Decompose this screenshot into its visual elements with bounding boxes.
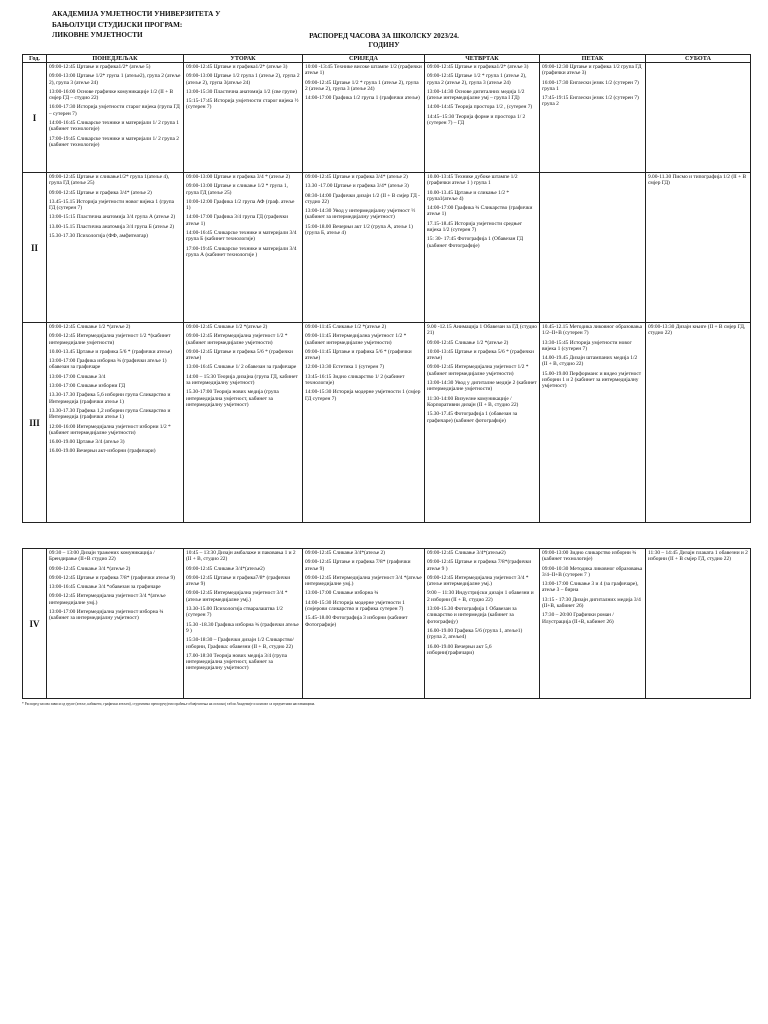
class-entry: 11:30-14:00 Визуелне комуникације / Корпоративни дизајн (II + В, студио 22) xyxy=(427,395,519,408)
class-entry: 14:00 – 15:30 Теорија дизајна (група ГД, кабинет за интермедијалну умјетност) xyxy=(186,373,298,387)
schedule-cell-monday xyxy=(47,323,184,523)
class-entry: 17:00-19:45 Сликарске технике и материјали 3/4 група А (кабинет технологије ) xyxy=(186,245,297,258)
schedule-table-upper xyxy=(22,54,751,523)
class-entry: 09:00-11:45 Сликање 1/2 *(атеље 2) xyxy=(305,324,387,330)
class-entry: 10:00-13:45 Цртање и графика 5/6 * (графички атеље) xyxy=(427,348,534,362)
class-entry: 09:00-11:45 Интермедијална умјетност 1/2 * (кабинет интермедијалне умјетности) xyxy=(305,333,407,346)
class-entry: 13:00-16:45 Сликање 3/4 *обавезан за графичаре xyxy=(49,584,161,591)
class-entry: 16.00-19.00 Вечерњи акт 5,6 изборни(графичари) xyxy=(427,643,492,656)
class-entry: 09:00-12:45 Сликање 3/4 *(атеље 2) xyxy=(49,565,131,572)
class-entry: 9.00 -12.15 Анимација 1 Обавезан за ГД (студио 21) xyxy=(427,324,537,337)
class-entry: 15.30 -18.30 Графика изборна ¾ (графички атеље 9 ) xyxy=(186,621,299,634)
class-entry: 10.45-12.15 Методика ликовног образовања 1/2–II+В (сутерен 7) xyxy=(542,324,643,337)
col-year-header: Год. xyxy=(23,55,47,63)
footnote: * Распоред часова зависи од групе (атеље, кабинети, графички атељеи), студентима препоручујемо праћење обавјештења на огласној табли Академије и контакт са предметним наставницима. xyxy=(22,702,316,706)
col-saturday-header: СУБОТА xyxy=(646,55,751,63)
class-entry: 10:00-12:00 Графика 1/2 група АФ (граф. атеље 1) xyxy=(186,198,295,212)
schedule-cell-tuesday xyxy=(184,323,303,523)
table-header-row xyxy=(23,55,751,63)
class-entry: 09:00-12:45 Интермедијална умјетност 3/4 *(атеље интермедијалне умј.) xyxy=(49,593,166,606)
class-entry: 09:00-13:00 Зидно сликарство изборни ¾ (кабинет технологије) xyxy=(542,550,637,563)
class-entry: 13.45-15.15 Историја умјетности новог вијека 1 (група ГД (сутерен 7) xyxy=(49,198,175,212)
class-entry: 09:00-12:45 Интермедијална умјетност 3/4 *(атеље интермедијалне умј.) xyxy=(305,574,422,588)
class-entry: 13.30-15.00 Психологија стваралаштва 1/2 (сутерен 7) xyxy=(186,606,283,619)
year-label: II xyxy=(23,173,47,323)
class-entry: 13.30-17.30 Графика 5,6 изборни група Сликарство и Интермедија (графички атеље 1) xyxy=(49,392,171,405)
class-entry: 9.00-11.30 Писмо и типографија 1/2 (II + В смјер ГД) xyxy=(648,174,747,187)
header-line-1: АКАДЕМИЈА УМЈЕТНОСТИ УНИВЕРЗИТЕТА У xyxy=(52,10,221,18)
year-label: III xyxy=(23,323,47,523)
class-entry: 13:00-17:00 Графика изборна ¾ (графички атеље 1) обавезан за графичаре xyxy=(49,358,167,371)
schedule-cell-friday xyxy=(540,173,646,323)
class-entry: 09:00-12:45 Интермедијална умјетност 3/4 * (атеље интермедијалне умј.) xyxy=(427,574,529,588)
schedule-cell-wednesday xyxy=(303,549,425,699)
class-entry: 15:00-18.00 Вечерњи акт 1/2 (група А, атеље 1) (група Б, атеље 4) xyxy=(305,223,413,237)
class-entry: 09:00-11:45 Цртање и графика 5/6 * (графички атеље) xyxy=(305,348,412,362)
year-label: I xyxy=(23,63,47,173)
class-entry: 14:00-14:45 Теорија простора 1/2 , (сутерен 7) xyxy=(427,104,533,111)
schedule-cell-thursday xyxy=(425,63,540,173)
class-entry: 09:00-12:45 Цртање и графика7/8* (графички атеље 9) xyxy=(186,574,291,588)
schedule-cell-monday xyxy=(47,63,184,173)
class-entry: 15: 30- 17:45 Фотографија 1 (Обавезан ГД (кабинет Фотографије) xyxy=(427,236,524,249)
col-tuesday-header: УТОРАК xyxy=(184,55,303,63)
class-entry: 12:00-16:00 Интермедијална умјетност изборни 1/2 * (кабинет интермедијалне умјетности) xyxy=(49,423,171,436)
schedule-cell-friday xyxy=(540,323,646,523)
schedule-cell-friday xyxy=(540,63,646,173)
class-entry: 08:30-14:00 Графички дизајн 1/2 (II + В смјер ГД - студио 22) xyxy=(305,192,420,205)
schedule-cell-saturday xyxy=(646,173,751,323)
class-entry: 13:00-15:15 Пластична анатомија 3/4 група А (атеље 2) xyxy=(49,214,176,221)
class-entry: 15:30-18:30 – Графички дизајн 1/2 Сликарство/изборни, Графика: обавезни (II + В, студио 22) xyxy=(186,637,294,650)
class-entry: 09:00-12:45 Цртање и графика1/2* (атеље 3) xyxy=(427,64,529,70)
class-entry: 14:00-15:30 Историја модерне умјетности 1 (смјер ГД сутерен 7) xyxy=(305,389,421,402)
schedule-cell-saturday xyxy=(646,549,751,699)
class-entry: 17:30 – 20:00 Графички роман / Илустрација (II+В, кабинет 26) xyxy=(542,612,614,625)
class-entry: 09:00-10:30 Методика ликовног образовања 3/4–II+В (сутерен 7 ) xyxy=(542,565,643,578)
class-entry: 14.00-19.45 Дизајн штампаних медија 1/2 (II + В, студио 22) xyxy=(542,355,638,368)
class-entry: 09:00-13:00 Цртање 1/2 група 1 (атеље 2), група 2 (атеље 2), група 3(атеље 24) xyxy=(186,73,300,86)
class-entry: 14:00-17:00 Графика 1/2 група 1 (графички атеље) xyxy=(305,95,420,102)
class-entry: 09:00-12:45 Сликање 3/4*(атеље2) xyxy=(427,550,506,556)
schedule-title xyxy=(0,32,768,50)
class-entry: 13:30-15:45 Историја умјетности новог вијека 1 (сутерен 7) xyxy=(542,339,632,352)
class-entry: 09:00-13:00 Цртање 1/2* група 1 (атеље2), група 2 (атеље 2), група 3 (атеље 24) xyxy=(49,73,181,86)
class-entry: 13:00-17:00 Сликање 3 и 4 (за графичаре), атеље 3 – бирна xyxy=(542,581,639,594)
schedule-cell-saturday xyxy=(646,323,751,523)
class-entry: 14:00-17:00 Графика 3/4 група ГД (графички атеље 1) xyxy=(186,214,288,227)
class-entry: 09:00-12:45 Цртање и графика 5/6 * (графички атеље) xyxy=(186,348,293,362)
class-entry: 09:00-12:45 Сликање 3/4*(атеље2) xyxy=(186,565,265,572)
schedule-cell-tuesday xyxy=(184,173,303,323)
schedule-cell-wednesday xyxy=(303,63,425,173)
class-entry: 09:00-12:45 Цртање и графика1/2* (атеље 3) xyxy=(186,64,288,70)
schedule-cell-friday xyxy=(540,549,646,699)
class-entry: 13:00-15.30 Фотографија 1 Обавезан за сликарство и интермедија (кабинет за фотографију) xyxy=(427,606,517,625)
class-entry: 15.30-17.45 Фотографија 1 (обавезан за графичаре) (кабинет фотографије) xyxy=(427,411,518,424)
class-entry: 16.00-19.00 Графика 5/6 (група 1, атеље1) (група 2, атеље4) xyxy=(427,627,523,641)
class-entry: 12:00-13:30 Естетика 1 (сутерен 7) xyxy=(305,364,385,371)
schedule-cell-tuesday xyxy=(184,549,303,699)
class-entry: 09:00-12:45 Цртање и сликање1/2* група 1(атеље 4), група ГД (атеље 25) xyxy=(49,174,170,187)
class-entry: 14:45–15:30 Теорија форме и простора 1/ 2 (сутерен 7) – ГД xyxy=(427,113,526,127)
class-entry: 13.30 -17.00 Цртање и графика 3/4* (атеље 3) xyxy=(305,183,409,190)
class-entry: 09:00-13:00 Цртање и графика 3/4 * (атеље 2) xyxy=(186,174,291,180)
class-entry: 14:00-15:30 Историја модерне умјетности 1 (смјерови сликарство и графика сутерен 7) xyxy=(305,599,405,613)
class-entry: 14:00-17:00 Графика ¾ Сликарство (графички атеље 1) xyxy=(427,205,533,218)
class-entry: 13:15 - 17:30 Дизајн дигиталних медија 3/4 (II+В, кабинет 26) xyxy=(542,596,641,610)
class-entry: 13:00-17:00 Сликање изборни ГД xyxy=(49,383,126,390)
class-entry: 13:00-17:00 Сликање изборна ¾ xyxy=(305,590,379,597)
class-entry: 10.00-13:45 Технике дубоке штампе 1/2 (графички атеље 1 ) група 1 xyxy=(427,174,518,187)
year-row xyxy=(23,323,751,523)
class-entry: 13:00-14:30 Увод у дигиталне медије 2 (кабинет интермедијалне умјетности) xyxy=(427,380,537,393)
class-entry: 14:00-16:45 Сликарске технике и материјали 3/4 група Б (кабинет технологије) xyxy=(186,230,297,243)
class-entry: 09:00-12:45 Сликање 1/2 *(атеље 2) xyxy=(49,324,131,330)
class-entry: 13:00-14:30 Основе дигиталних медија 1/2 (атеље интермедијалне умј – група I ГД) xyxy=(427,88,525,102)
class-entry: 17.15-18.45 Историја умјетности средњег вијека 1/2 (сутерен 7) xyxy=(427,220,523,234)
title-line-1: РАСПОРЕД ЧАСОВА ЗА ШКОЛСКУ 2023/24. xyxy=(309,32,459,40)
col-wednesday-header: СРИЈЕДА xyxy=(303,55,425,63)
class-entry: 09:00-12:45 Интермедијална умјетност 3/4 *(атеље интермедијалне умј.) xyxy=(186,590,288,603)
class-entry: 13:00-16:00 Основе графичке комуникације 1/2 (II + В смјер ГД – студио 22) xyxy=(49,88,174,102)
schedule-cell-wednesday xyxy=(303,323,425,523)
schedule-cell-saturday xyxy=(646,63,751,173)
year-row xyxy=(23,173,751,323)
class-entry: 09:00-13:00 Цртање и сликање 1/2 * група 1, група ГД (атеље 25) xyxy=(186,183,288,196)
class-entry: 09:00-12:30 Цртање и графика 1/2 група ГД (графички атеље 3) xyxy=(542,64,642,77)
year-row xyxy=(23,549,751,699)
schedule-cell-wednesday xyxy=(303,173,425,323)
class-entry: 17:00-19:45 Сликарске технике и материјали 1/ 2 група 2 (кабинет технологије) xyxy=(49,135,179,148)
class-entry: 16.00-19.00 Вечерњи акт-изборни (графичари) xyxy=(49,448,156,455)
year-row xyxy=(23,63,751,173)
class-entry: 13.00-15.15 Пластична анатомија 3/4 група Б (атеље 2) xyxy=(49,223,175,230)
title-line-2: ГОДИНУ xyxy=(368,41,400,49)
class-entry: 09:00-12:45 Цртање и графика 7/8* (графички атеље 9) xyxy=(49,574,175,581)
class-entry: 15.45-18.00 Фотографија 3 изборни (кабинет Фотографије) xyxy=(305,615,408,628)
class-entry: 15:15-17:45 Историја умјетности старог вијека ½ (сутерен 7) xyxy=(186,98,299,111)
class-entry: 11:30 – 14:45 Дизајн плаката 1 обавезни и 2 изборни (II + В смјер ГД, студио 22) xyxy=(648,550,748,563)
col-thursday-header: ЧЕТВРТАК xyxy=(425,55,540,63)
schedule-table-lower xyxy=(22,548,751,699)
class-entry: 09:00-12:45 Цртање и графика 7/8* (графички атеље 9) xyxy=(305,559,411,572)
schedule-cell-monday xyxy=(47,173,184,323)
class-entry: 09:00-12:45 Интермедијална умјетност 1/2 *(кабинет интермедијалне умјетности) xyxy=(427,364,529,377)
header-line-3: ЛИКОВНЕ УМЈЕТНОСТИ xyxy=(52,31,143,39)
class-entry: 13.30-17.30 Графика 1,2 изборни група Сликарство и Интермедија (графички атеље 1) xyxy=(49,407,171,421)
class-entry: 09:00-12:45 Цртање 1/2 * група 1 (атеље 2), група 2 (атеље 2), група 3 (атеље 24) xyxy=(305,79,419,92)
class-entry: 10:45 – 13:30 Дизајн амбалаже и паковања 1 и 2 (II + В, студио 22) xyxy=(186,550,296,563)
class-entry: 09:00-12:45 Цртање и графика 3/4* (атеље 2) xyxy=(49,189,152,196)
class-entry: 09:00-12:45 Интермедијална умјетност 1/2 *(кабинет интермедијалне умјетности) xyxy=(49,333,171,346)
class-entry: 10.00-13.45 Цртање и графика 5/6 * (графички атеље) xyxy=(49,348,172,355)
class-entry: 09:00-12:45 Цртање и графика 7/8*(графички атеље 9 ) xyxy=(427,559,532,572)
class-entry: 09:00-12:45 Цртање 1/2 * група 1 (атеље 2), група 2 (атеље 2), група 3 (атеље 24) xyxy=(427,73,527,86)
class-entry: 13:00-14:30 Увод у интермедијалну умјетност ½ (кабинет за интермедијалну умјетност) xyxy=(305,208,416,221)
class-entry: 13:00-16:45 Сликање 1/ 2 обавезан за графичаре xyxy=(186,364,297,371)
class-entry: 9:00 – 11:30 Индустријски дизајн 1 обавезни и 2 изборни (II + В, студио 22) xyxy=(427,590,534,603)
year-label: IV xyxy=(23,549,47,699)
class-entry: 13:00-17:00 Интермедијална умјетност изборна ¾ (кабинет за интермедијалну умјетност) xyxy=(49,609,164,622)
class-entry: 09:00-12:45 Цртање и графика1/2* (атеље 5) xyxy=(49,64,151,70)
schedule-cell-monday xyxy=(47,549,184,699)
class-entry: 09:30 – 13:00 Дизајн тражених комуникација / Брендирање (II+В студио 22) xyxy=(49,550,155,563)
class-entry: 16:00-17:30 Енглески језик 1/2 (сутерен 7) група 1 xyxy=(542,79,639,92)
class-entry: 09:00-12:45 Сликање 1/2 *(атеље 2) xyxy=(427,339,509,346)
class-entry: 17.00-18:30 Теорија нових медија 3/4 (група интермедијална умјетност, кабинет за интермедијалну умјетност) xyxy=(186,652,288,672)
class-entry: 13:00-15:30 Пластична анатомија 1/2 (све групе) xyxy=(186,88,297,95)
class-entry: 09:00-12:45 Сликање 3/4*(атеље 2) xyxy=(305,550,385,556)
class-entry: 13:00-17:00 Сликање 3/4 xyxy=(49,373,106,380)
class-entry: 10:00 -13:45 Технике високе штампе 1/2 (графички атеље 1) xyxy=(305,64,422,77)
class-entry: 16:00-17:30 Историја умјетности старог вијека (група ГД – сутерен 7) xyxy=(49,104,180,117)
col-friday-header: ПЕТАК xyxy=(540,55,646,63)
class-entry: 09:00-13:30 Дизајн књиге (II + В смјер ГД, студио 22) xyxy=(648,324,746,337)
class-entry: 16.00-19.00 Цртање 3/4 (атеље 3) xyxy=(49,439,125,446)
class-entry: 15.30-17:00 Теорија нових медија (група интермедијална умјетност, кабинет за интермедијалну умјетност) xyxy=(186,389,279,408)
class-entry: 15.00-19.00 Перформанс и видео умјетност изборни 1 и 2 (кабинет за интермедијалну умјетност) xyxy=(542,370,642,390)
class-entry: 14:00-16:45 Сликарске технике и материјали 1/ 2 група 1 (кабинет технологије) xyxy=(49,120,179,133)
schedule-cell-tuesday xyxy=(184,63,303,173)
col-monday-header: ПОНЕДЈЕЉАК xyxy=(47,55,184,63)
class-entry: 09:00-12:45 Сликање 1/2 *(атеље 2) xyxy=(186,324,268,330)
class-entry: 09:00-12:45 Интермедијална умјетност 1/2 *(кабинет интермедијалне умјетности) xyxy=(186,333,288,346)
schedule-cell-thursday xyxy=(425,549,540,699)
class-entry: 17:45-19:15 Енглески језик 1/2 (сутерен 7) група 2 xyxy=(542,95,639,108)
class-entry: 15.30-17.30 Психологија (ФФ, амфитеатар) xyxy=(49,233,148,240)
class-entry: 13:45-16:15 Зидно сликарство 1/ 2 (кабинет технологије) xyxy=(305,373,405,387)
schedule-cell-thursday xyxy=(425,173,540,323)
schedule-cell-thursday xyxy=(425,323,540,523)
header-line-2: БАЊОЛУЦИ СТУДИЈСКИ ПРОГРАМ: xyxy=(52,20,183,29)
class-entry: 09:00-12:45 Цртање и графика 3/4* (атеље 2) xyxy=(305,174,408,180)
class-entry: 10.00-13.45 Цртање и сликање 1/2 * група1(атеље 4) xyxy=(427,189,510,202)
